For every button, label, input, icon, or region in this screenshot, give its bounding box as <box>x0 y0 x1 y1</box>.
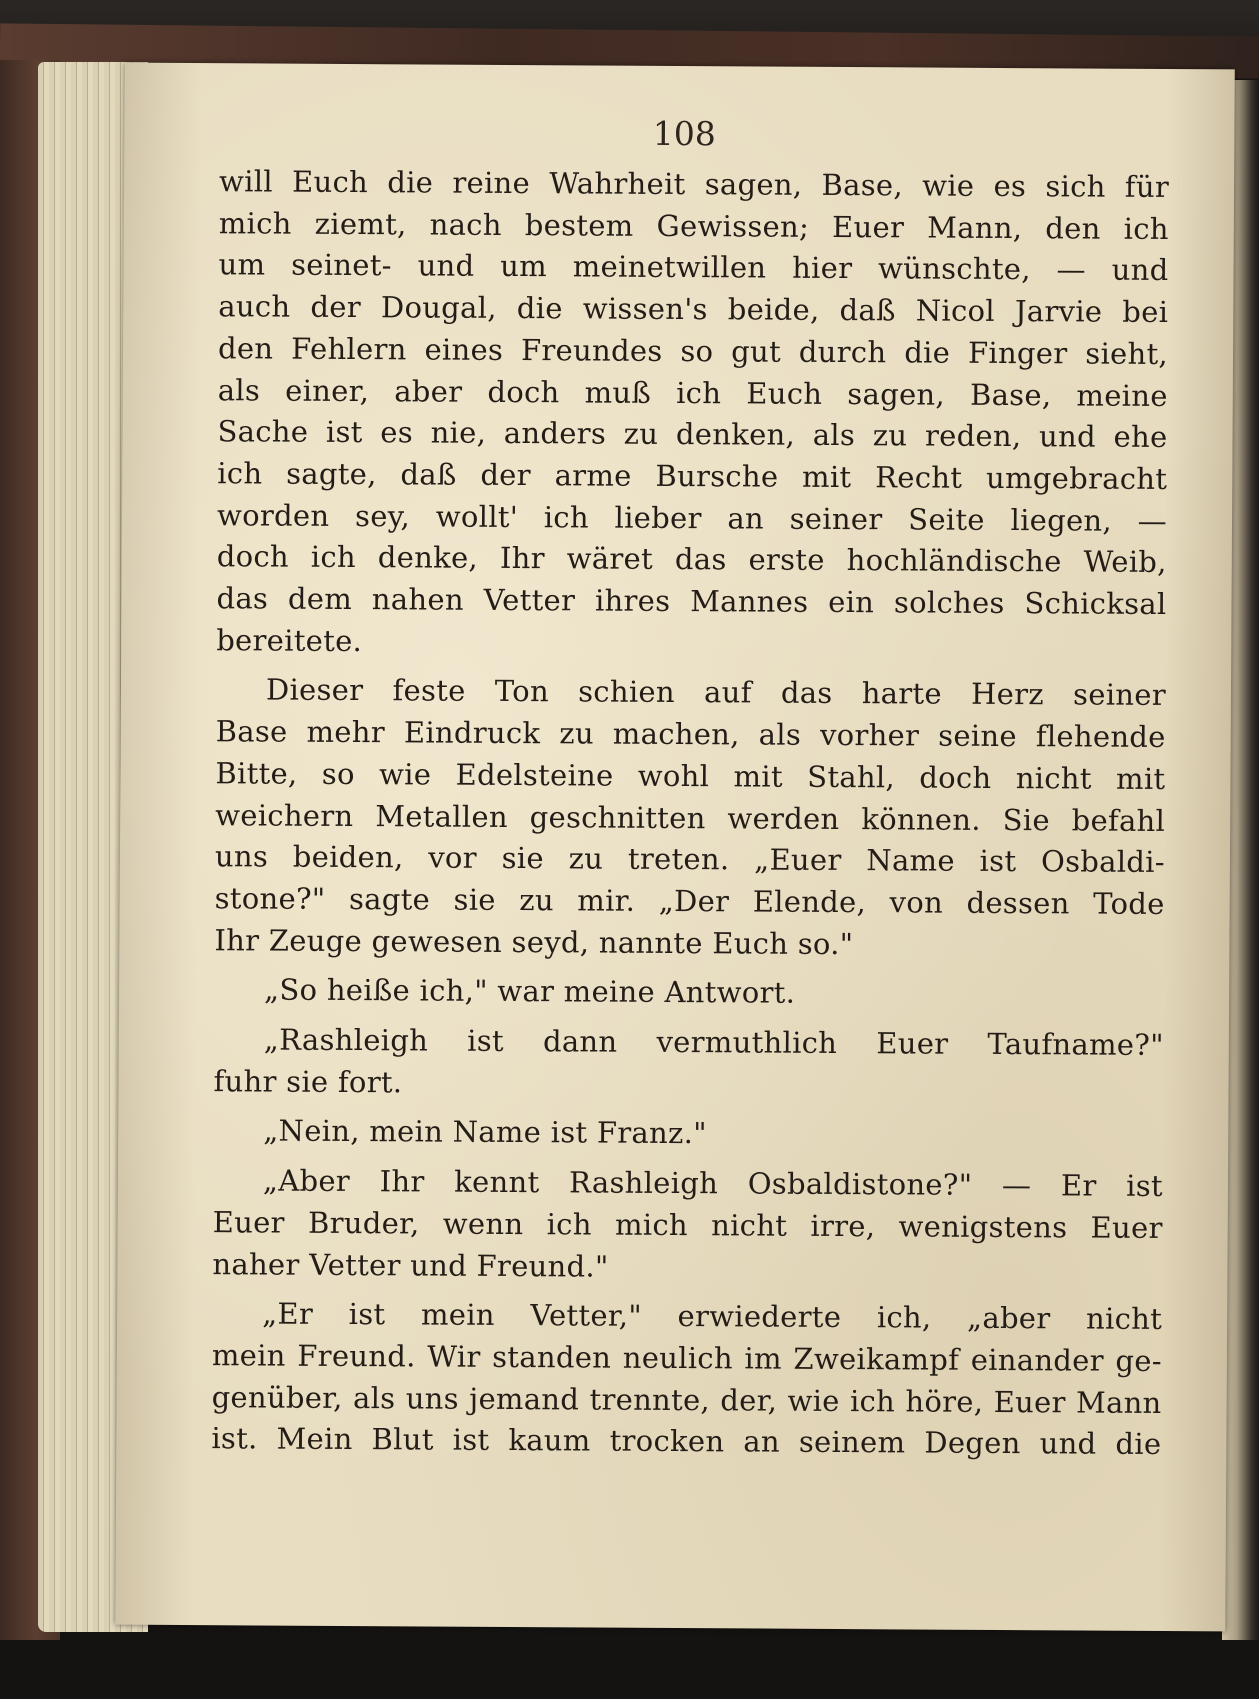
text-line: Dieser feste Ton schien auf das harte Herz seiner <box>265 672 1167 713</box>
text-line: „Nein, mein Name ist Franz." <box>263 1113 707 1151</box>
text-line: mich ziemt, nach bestem Gewissen; Euer Mann, den ich <box>218 205 1169 246</box>
page-text <box>211 161 1169 1466</box>
text-line: stone?" sagte sie zu mir. „Der Elende, von dessen Tode <box>214 881 1165 921</box>
text-line: den Fehlern eines Freundes so gut durch die Finger sieht, <box>217 331 1169 371</box>
text-line: will Euch die reine Wahrheit sagen, Base, wie es sich für <box>218 164 1170 205</box>
book-page <box>115 63 1235 1632</box>
text-line: uns beiden, vor sie zu treten. „Euer Name ist Osbaldi- <box>214 839 1166 880</box>
text-line: mein Freund. Wir standen neulich im Zweikampf einander ge- <box>211 1338 1162 1378</box>
text-line: doch ich denke, Ihr wäret das erste hochländische Weib, <box>216 539 1167 580</box>
text-line: genüber, als uns jemand trennte, der, wie ich höre, Euer Mann <box>211 1379 1162 1420</box>
page-number: 108 <box>652 113 716 154</box>
text-line: worden sey, wollt' ich lieber an seiner Seite liegen, — <box>216 497 1168 538</box>
text-line: Ihr Zeuge gewesen seyd, nannte Euch so." <box>214 922 854 961</box>
text-line: „Rashleigh ist dann vermuthlich Euer Taufname?" <box>263 1022 1164 1063</box>
text-line: „So heiße ich," war meine Antwort. <box>264 972 796 1011</box>
text-line: auch der Dougal, die wissen's beide, daß Nicol Jarvie bei <box>218 289 1169 330</box>
text-line: „Er ist mein Vetter," erwiederte ich, „aber nicht <box>262 1296 1163 1337</box>
text-line: Sache ist es nie, anders zu denken, als zu reden, und ehe <box>217 414 1168 455</box>
text-line: das dem nahen Vetter ihres Mannes ein solches Schicksal <box>216 581 1167 622</box>
text-line: „Aber Ihr kennt Rashleigh Osbaldistone?" — Er ist <box>262 1163 1164 1204</box>
text-line: fuhr sie fort. <box>213 1063 403 1100</box>
text-line: Bitte, so wie Edelsteine wohl mit Stahl, doch nicht mit <box>215 756 1166 796</box>
text-line: bereitete. <box>216 622 363 658</box>
text-line: ist. Mein Blut ist kaum trocken an seinem Degen und die <box>211 1421 1162 1462</box>
text-line: weichern Metallen geschnitten werden können. Sie befahl <box>215 797 1166 838</box>
text-line: naher Vetter und Freund." <box>212 1246 609 1284</box>
text-line: ich sagte, daß der arme Bursche mit Recht umgebracht <box>217 456 1168 496</box>
text-line: um seinet- und um meinetwillen hier wünschte, — und <box>218 247 1169 288</box>
text-line: als einer, aber doch muß ich Euch sagen, Base, meine <box>217 372 1168 413</box>
text-line: Base mehr Eindruck zu machen, als vorher seine flehende <box>215 714 1166 755</box>
text-line: Euer Bruder, wenn ich mich nicht irre, wenigstens Euer <box>212 1205 1163 1245</box>
